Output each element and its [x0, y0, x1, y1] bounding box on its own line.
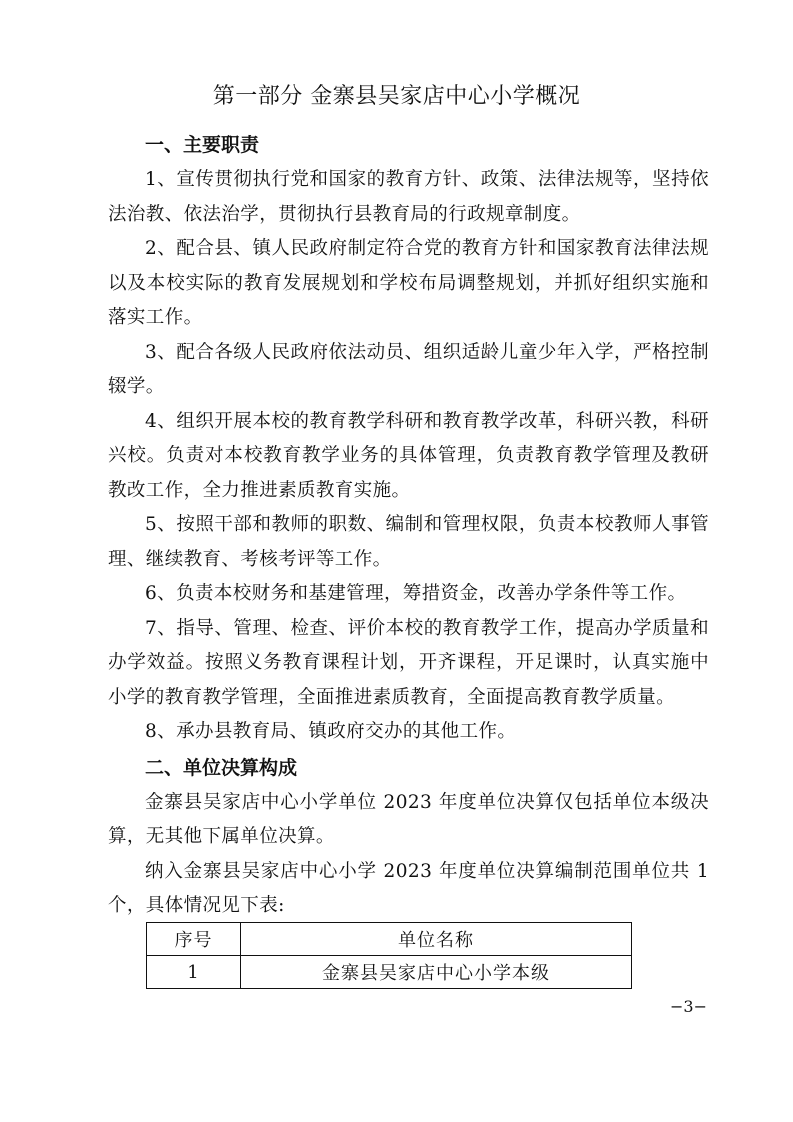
paragraph: 纳入金寨县吴家店中心小学 2023 年度单位决算编制范围单位共 1 个，具体情况见下表: [108, 860, 709, 916]
page-number: −3− [670, 997, 707, 1016]
document-body [108, 127, 709, 924]
paragraph: 8、承办县教育局、镇政府交办的其他工作。 [145, 721, 517, 742]
table-row [147, 956, 632, 989]
paragraph: 7、指导、管理、检查、评价本校的教育教学工作，提高办学质量和办学效益。按照义务教育课程计划，开齐课程，开足课时，认真实施中小学的教育教学管理，全面推进素质教育，全面提高教育教学质量。 [108, 617, 709, 708]
paragraph: 5、按照干部和教师的职数、编制和管理权限，负责本校教师人事管理、继续教育、考核考评等工作。 [108, 514, 709, 570]
table-cell: 金寨县吴家店中心小学本级 [241, 956, 632, 989]
section-heading-responsibilities: 一、主要职责 [145, 134, 260, 156]
page-title: 第一部分 金寨县吴家店中心小学概况 [212, 84, 581, 109]
unit-table-container [146, 922, 632, 989]
table-header-cell: 序号 [147, 923, 241, 956]
table-cell: 1 [147, 956, 241, 989]
paragraph: 1、宣传贯彻执行党和国家的教育方针、政策、法律法规等，坚持依法治教、依法治学，贯彻执行县教育局的行政规章制度。 [108, 169, 709, 225]
paragraph: 金寨县吴家店中心小学单位 2023 年度单位决算仅包括单位本级决算，无其他下属单位决算。 [108, 791, 709, 847]
unit-table [146, 922, 632, 989]
paragraph: 6、负责本校财务和基建管理，筹措资金，改善办学条件等工作。 [145, 583, 687, 604]
paragraph: 3、配合各级人民政府依法动员、组织适龄儿童少年入学，严格控制辍学。 [108, 341, 709, 397]
table-header-cell: 单位名称 [241, 923, 632, 956]
paragraph: 2、配合县、镇人民政府制定符合党的教育方针和国家教育法律法规以及本校实际的教育发展规划和学校布局调整规划，并抓好组织实施和落实工作。 [108, 238, 709, 328]
table-header-row [147, 923, 632, 956]
section-heading-composition: 二、单位决算构成 [145, 756, 298, 779]
paragraph: 4、组织开展本校的教育教学科研和教育教学改革，科研兴教，科研兴校。负责对本校教育教学业务的具体管理，负责教育教学管理及教研教改工作，全力推进素质教育实施。 [108, 410, 709, 501]
